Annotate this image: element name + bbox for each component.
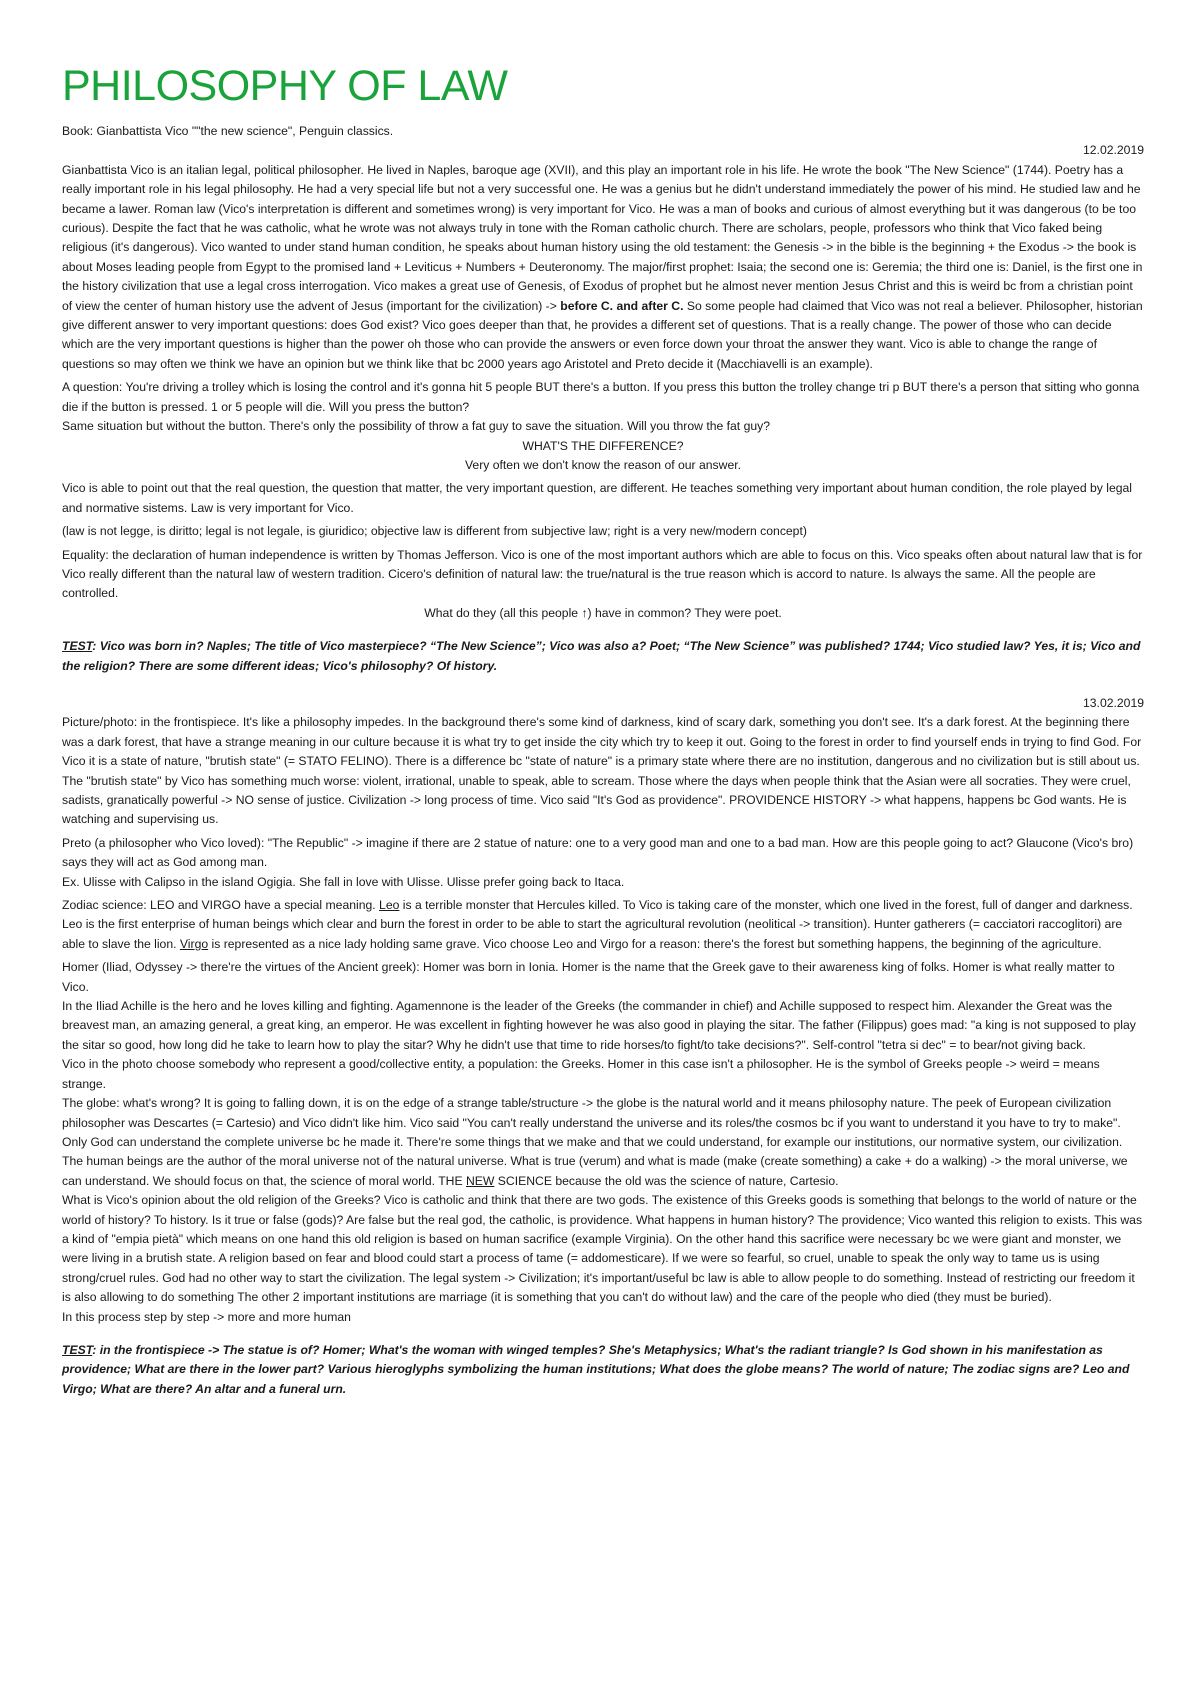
- text-run: Gianbattista Vico is an italian legal, political philosopher. He lived in Naples, baroque age (XVII), and this play an important role in his life. He wrote the book "The New Science" (1744). Poetry has a really important role in his legal philosophy. He had a very special life but not a very successful one. He was a genius but he didn't understand immediately the power of his mind. He studied law and he became a lawer. Roman law (Vico's interpretation is different and sometimes wrong) is very important for Vico. He was a man of books and curious of almost everything but it was dangerous (to be too curious). Despite the fact that he was catholic, what he wrote was not always truly in tone with the Roman catholic church. There are scholars, people, professors who think that Vico faked being religious (it's dangerous). Vico wanted to under stand human condition, he speaks about human history using the old testament: the Genesis -> in the bible is the beginning + the Exodus -> the book is about Moses leading people from Egypt to the promised land + Leviticus + Numbers + Deuteronomy. The major/first prophet: Isaia; the second one is: Geremia; the third one is: Daniel, is the first one in the history civilization that use a legal cross interrogation. Vico makes a great use of Genesis, of Exodus of prophet but he almost never mention Jesus Christ and this is weird bc from a christian point of view the center of human history use the advent of Jesus (important for the civilization) ->: [62, 162, 1143, 313]
- test-label: TEST: [62, 639, 93, 654]
- page-title: PHILOSOPHY OF LAW: [62, 62, 508, 110]
- document-page: [62, 60, 1144, 1399]
- paragraph-religion: What is Vico's opinion about the old religion of the Greeks? Vico is catholic and think that there are two gods. The existence of this Greeks goods is something that belongs to the world of nature or the world of history? To history. Is it true or false (gods)? Are false but the real god, the catholic, is providence. What happens in human history? The providence; Vico wanted this religion to exists. This was a kind of "empia pietà" which means on one hand this old religion is based on human sacrifice (example Virginia). On the other hand this sacrifice were necessary bc we were giant and monster, we were living in a brutish state. A religion based on fear and blood could start a process of tame (= addomesticare). If we were so fearful, so cruel, unable to speak the only way to tame us is using strong/cruel rules. God had no other way to start the civilization. The legal system -> Civilization; it's important/useful bc law is able to allow people to do something. Instead of restricting our freedom it is also allowing to do something The other 2 important institutions are marriage (it is something that you can't do without law) and the care of the people who died (they must be buried).: [62, 1193, 1143, 1305]
- paragraph-preto: Preto (a philosopher who Vico loved): "The Republic" -> imagine if there are 2 statue of nature: one to a very good man and one to a bad man. How are this people going to act? Glaucone (Vico's bro) says they will act as God among man.: [62, 835, 1134, 870]
- paragraph-trolley-question: A question: You're driving a trolley which is losing the control and it's gonna hit 5 people BUT there's a button. If you press this button the trolley change tri p BUT there's a person that sitting who gonna die if the button is pressed. 1 or 5 people will die. Will you press the button?: [62, 380, 1140, 414]
- text-run-underlined: Leo: [379, 898, 400, 913]
- text-run: The globe: what's wrong? It is going to falling down, it is on the edge of a strange table/structure -> the globe is the natural world and it means philosophy nature. The peek of European civilization philosopher was Descartes (= Cartesio) and Vico didn't like him. Vico said "You can't really understand the universe and its roles/the cosmos bc if you want to understand it you have to try to make". Only God can understand the complete universe bc he made it. There're some things that we make and that we could understand, for example our institutions, our normative system, our civilization. The human beings are the author of the moral universe not of the natural universe. What is true (verum) and what is made (make (create something) a cake + do a walking) -> the moral universe, we can understand. We should focus on that, the science of moral world. THE: [62, 1096, 1128, 1188]
- date-12-02: 12.02.2019: [1083, 143, 1144, 158]
- paragraph-vico-intro: [62, 161, 1144, 374]
- text-run: Zodiac science: LEO and VIRGO have a special meaning.: [62, 898, 380, 913]
- paragraph-zodiac: [62, 896, 1144, 954]
- date-13-02: 13.02.2019: [1083, 695, 1144, 710]
- poet-line: What do they (all this people ↑) have in common? They were poet.: [424, 605, 782, 620]
- reason-line: Very often we don't know the reason of our answer.: [464, 457, 742, 472]
- paragraph-greeks: Vico in the photo choose somebody who represent a good/collective entity, a population: the Greeks. Homer in this case isn't a philosopher. He is the symbol of Greeks people -> weird = means strange.: [62, 1057, 1100, 1091]
- text-run: is a terrible monster that Hercules killed. To Vico is taking care of the monster, which one lived in the forest, full of danger and darkness. Leo is the first enterprise of human beings which clear and burn the forest in order to be able to start the agricultural revolution (neolitical -> transition). Hunter gatherers (= cacciatori raccoglitori) are able to slave the lion.: [62, 898, 1133, 951]
- difference-heading: WHAT'S THE DIFFERENCE?: [522, 438, 684, 453]
- paragraph-iliad: In the Iliad Achille is the hero and he loves killing and fighting. Agamennone is the leader of the Greeks (the commander in chief) and Achille supposed to respect him. Alexander the Great was the breavest man, an amazing general, a great king, an emperor. He was excellent in fighting however he was also good in playing the sitar. The father (Filippus) goes mad: "a king is not supposed to play the sitar so good, how long did he take to learn how to play the sitar? Why he didn't use that time to ride horses/to fight/to take decisions?". Self-control "tetra si dec" = to bear/not giving back.: [62, 999, 1136, 1052]
- paragraph-real-question: Vico is able to point out that the real question, the question that matter, the very important question, are different. He teaches something very important about human condition, the role played by legal and normative sistems. Law is very important for Vico.: [62, 481, 1132, 515]
- test-1: [62, 637, 1144, 676]
- text-run-underlined: NEW: [465, 1173, 495, 1188]
- paragraph-homer: Homer (Iliad, Odyssey -> there're the virtues of the Ancient greek): Homer was born in Ionia. Homer is the name that the Greek gave to their awareness king of folks. Homer is what really matter to Vico.: [62, 960, 1115, 994]
- test-label: TEST: [62, 1342, 93, 1357]
- text-run: is represented as a nice lady holding same grave. Vico choose Leo and Virgo for a reason: there's the forest but something happens, the beginning of the agriculture.: [208, 936, 1102, 951]
- paragraph-ulisse: Ex. Ulisse with Calipso in the island Ogigia. She fall in love with Ulisse. Ulisse prefer going back to Itaca.: [62, 874, 625, 889]
- text-run-bold: before C. and after C.: [560, 298, 684, 313]
- book-reference: Book: Gianbattista Vico ""the new science", Penguin classics.: [62, 124, 394, 138]
- paragraph-equality: Equality: the declaration of human independence is written by Thomas Jefferson. Vico is one of the most important authors which are able to focus on this. Vico speaks often about natural law that is for Vico really different than the natural law of western tradition. Cicero's definition of natural law: the true/natural is the true reason which is accord to nature. Is always the same. All the people are controlled.: [62, 547, 1143, 601]
- paragraph-globe: [62, 1094, 1144, 1191]
- paragraph-process: In this process step by step -> more and more human: [62, 1309, 351, 1324]
- paragraph-law-terms: (law is not legge, is diritto; legal is not legale, is giuridico; objective law is different from subjective law; right is a very new/modern concept): [62, 524, 807, 539]
- test-text: : in the frontispiece -> The statue is of? Homer; What's the woman with winged temples? She's Metaphysics; What's the radiant triangle? Is God shown in his manifestation as providence; What are there in the lower part? Various hieroglyphs symbolizing the human institutions; What does the globe means? The world of nature; The zodiac signs are? Leo and Virgo; What are there? An altar and a funeral urn.: [62, 1342, 1130, 1396]
- paragraph-fat-guy: Same situation but without the button. There's only the possibility of throw a fat guy to save the situation. Will you throw the fat guy?: [62, 419, 771, 434]
- text-run-underlined: Virgo: [179, 936, 209, 951]
- text-run: SCIENCE because the old was the science of nature, Cartesio.: [494, 1173, 839, 1188]
- test-2: [62, 1341, 1144, 1399]
- text-run: So some people had claimed that Vico was not real a believer. Philosopher, historian give different answer to very important questions: does God exist? Vico goes deeper than that, he provides a different set of questions. That is a really change. The power of those who can decide which are the very important questions is higher than the power oh those who can provide the answers or even force down your throat the answer they want. Vico is able to change the range of questions so may often we think we have an opinion but we think like that bc 2000 years ago Aristotel and Preto decide it (Macchiavelli is an example).: [62, 298, 1143, 371]
- paragraph-frontispiece: Picture/photo: in the frontispiece. It's like a philosophy impedes. In the background there's some kind of darkness, kind of scary dark, something you don't see. It's a dark forest. At the beginning there was a dark forest, that have a strange meaning in our culture because it is what try to get inside the city which try to keep it out. Going to the forest in order to find yourself ends in trying to find God. For Vico it is a state of nature, "brutish state" (= STATO FELINO). There is a difference bc "state of nature" is a primary state where there are no institution, dangerous and no civilization but is still about us. The "brutish state" by Vico has something much worse: violent, irrational, unable to speak, able to scream. Those where the days when people think that the Asian were all socraties. They were cruel, sadists, granatically powerful -> NO sense of justice. Civilization -> long process of time. Vico said "It's God as providence". PROVIDENCE HISTORY -> what happens, happens bc God wants. He is watching and supervising us.: [62, 715, 1142, 827]
- test-text: : Vico was born in? Naples; The title of Vico masterpiece? “The New Science”; Vico was also a? Poet; “The New Science” was published? 1744; Vico studied law? Yes, it is; Vico and the religion? There are some different ideas; Vico's philosophy? Of history.: [62, 639, 1141, 673]
